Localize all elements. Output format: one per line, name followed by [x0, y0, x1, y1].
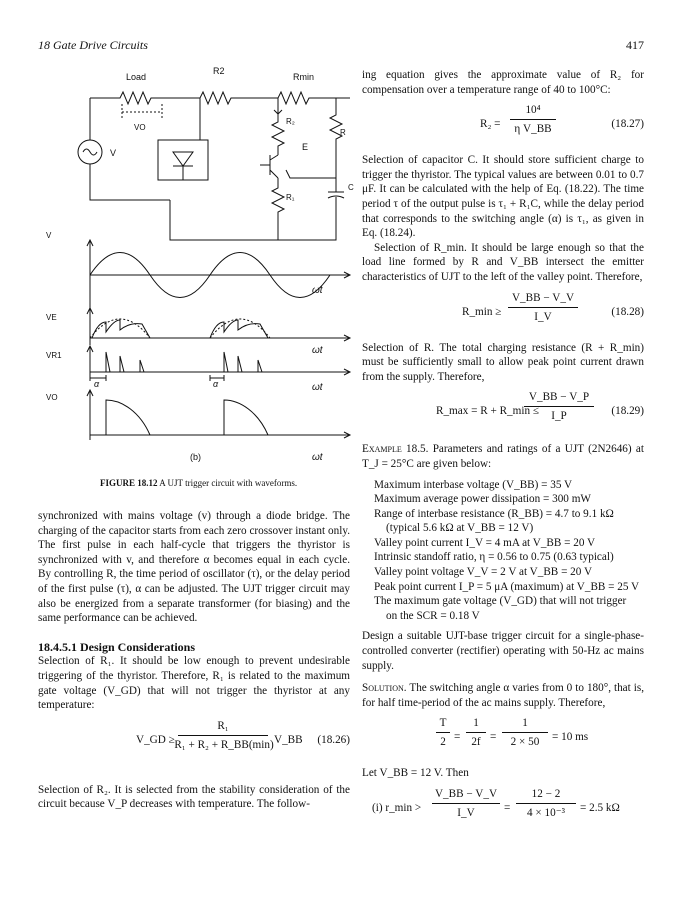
wave-vo-axis: [87, 390, 350, 440]
figure-18-12: [46, 60, 370, 470]
eq27-number: (18.27): [611, 118, 644, 131]
equation-18-27: [362, 103, 644, 147]
eqr-num1: V_BB − V_V: [434, 788, 498, 800]
label-r2: R2: [213, 66, 225, 76]
list-item: Intrinsic standoff ratio, η = 0.56 to 0.75 (0.63 typical): [374, 551, 614, 564]
eqr-den1: I_V: [457, 807, 475, 819]
eqr-den2: 4 × 10⁻³: [527, 807, 565, 819]
equation-18-29: [362, 390, 644, 434]
eq28-num: V_BB − V_V: [511, 291, 575, 304]
eq26-rhs: V_BB: [274, 733, 303, 746]
capacitor: [170, 178, 344, 240]
wave-vr1-pulses: [106, 352, 262, 372]
equation-rmin: (i) r_min > V_BB − V_V I_V = 12 − 2 4 × 10⁻³ = 2.5 kΩ: [372, 788, 620, 819]
eqT-c: 1: [522, 717, 528, 730]
eq26-num: R₁: [217, 719, 229, 732]
right-para-2: Selection of capacitor C. It should store sufficient charge to trigger the thyristor. The typical values are between 0.01 to 0.7 μF. It can be calculated with the help of Eq. (18.22). The time period τ of the output pulse is τ₁ + R₁C, while the delay period that corresponds to the switching angle (α) is τ₁, as given in Eq. (18.24).: [362, 154, 644, 240]
eqr-lhs: (i) r_min >: [372, 802, 422, 814]
running-header: 18 Gate Drive Circuits: [38, 38, 148, 52]
page-number: 417: [626, 38, 644, 52]
figure-caption: [100, 478, 297, 488]
wave-label-ve: VE: [46, 313, 57, 322]
list-item: The maximum gate voltage (V_GD) that will not trigger: [374, 595, 627, 608]
eq26-den: R₁ + R₂ + R_BB(min): [174, 738, 274, 751]
eqT-c2: 2 × 50: [510, 736, 540, 749]
label-rmin: Rmin: [293, 72, 315, 82]
eq29-den: I_P: [551, 410, 567, 423]
right-para-5: Design a suitable UJT-base trigger circuit for a single-phase-controlled converter (rectifier) operating with 50-Hz ac mains supply.: [362, 630, 644, 672]
rmin-tap: [274, 98, 282, 114]
equation-18-28: [362, 291, 644, 335]
example-statement: [362, 442, 644, 471]
right-column: [362, 68, 644, 837]
list-item: Valley point current I_V = 4 mA at V_BB = 20 V: [374, 536, 596, 549]
list-item: Range of interbase resistance (R_BB) = 4.7 to 9.1 kΩ: [374, 507, 614, 520]
solution-label: Solution.: [362, 682, 407, 695]
wave-vo-output: [106, 400, 268, 435]
wave-v-axis: [87, 240, 350, 308]
example-label: Example: [362, 443, 402, 456]
eqT-result: = 10 ms: [552, 731, 589, 744]
eq27-num: 10⁴: [525, 104, 541, 117]
right-para-3: Selection of R_min. It should be large enough so that the load line formed by R and V_BB intersect the emitter characteristics of UJT to the left of the valley point. Therefore,: [362, 241, 644, 283]
section-heading: 18.4.5.1 Design Considerations: [38, 639, 196, 654]
right-para-7: Let V_BB = 12 V. Then: [362, 767, 469, 780]
r2b-resistor: [272, 114, 284, 155]
eq29-lhs: R_max = R + R_min ≤: [436, 405, 539, 418]
label-e: E: [302, 142, 309, 152]
list-item: Peak point current I_P = 5 μA (maximum) at V_BB = 25 V: [374, 580, 640, 593]
r1-resistor: [272, 178, 284, 240]
wave-ve-curve: [92, 320, 268, 338]
list-item: Maximum average power dissipation = 300 mW: [374, 493, 591, 506]
omega-t-1: ωt: [312, 285, 323, 296]
label-r1: R₁: [286, 193, 295, 202]
left-para-1: synchronized with mains voltage (v) through a diode bridge. The charging of the capacitor starts from each zero crossover instant only. The first pulse in each half-cycle that triggers the thyristor is synchronized with v, and therefore α becomes equal in each cycle. By controlling R, the time period of oscillator (τ), or the delay period of the first pulse (τ), α can be adjusted. The UJT trigger circuit may also be energized from a separate transformer (for biasing) and the same performance can be achieved.: [38, 510, 350, 625]
label-c: C: [348, 183, 354, 192]
eqT-b2: 2f: [471, 736, 481, 749]
eq27-lhs: R₂ =: [480, 118, 501, 131]
wave-vr1-axis: [87, 346, 350, 380]
equation-half-period: T 2 = 1 2f = 1 2 × 50 = 10 ms: [362, 716, 644, 760]
list-item: on the SCR = 0.18 V: [386, 609, 480, 622]
label-r: R: [340, 128, 346, 137]
wave-label-vr1: VR1: [46, 351, 62, 360]
vo-bracket: [122, 104, 162, 120]
eqr-result: = 2.5 kΩ: [580, 802, 620, 814]
eqT-b: 1: [473, 717, 479, 730]
eq29-num: V_BB − V_P: [528, 391, 590, 404]
ujt: [260, 155, 336, 178]
eq28-den: I_V: [534, 310, 552, 323]
eqT-a2: 2: [440, 736, 446, 749]
example-text: 18.5. Parameters and ratings of a UJT (2N2646) at T_J = 25°C are given below:: [362, 443, 644, 470]
omega-t-3: ωt: [312, 382, 323, 393]
eq26-number: (18.26): [317, 733, 350, 746]
right-para-4: Selection of R. The total charging resistance (R + R_min) must be sufficiently small to allow peak point current drawn from the supply. Therefore,: [362, 341, 644, 383]
top-wire: [90, 92, 350, 104]
alpha-1: α: [94, 379, 100, 389]
label-b: (b): [190, 452, 201, 462]
omega-t-4: ωt: [312, 452, 323, 463]
figure-caption-text: A UJT trigger circuit with waveforms.: [159, 478, 298, 488]
omega-t-2: ωt: [312, 345, 323, 356]
figure-caption-label: FIGURE 18.12: [100, 478, 158, 488]
eq27-den: η V_BB: [514, 123, 552, 136]
solution-text: The switching angle α varies from 0 to 180°, that is, for half time-period of the ac mains supply. Therefore,: [362, 682, 644, 709]
equation-18-26: [38, 719, 350, 763]
list-item: (typical 5.6 kΩ at V_BB = 12 V): [386, 522, 534, 535]
left-para-3: Selection of R₂. It is selected from the stability consideration of the circuit because V_P decreases with temperature. The follow-: [38, 783, 350, 811]
left-column: [38, 509, 350, 812]
eq28-lhs: R_min ≥: [462, 305, 502, 318]
eq26-lhs: V_GD ≥: [136, 733, 175, 746]
eq29-number: (18.29): [611, 405, 644, 418]
label-v: V: [110, 148, 117, 158]
wave-label-v: V: [46, 231, 52, 240]
eqr-num2: 12 − 2: [531, 788, 561, 800]
solution-statement: [362, 681, 644, 710]
eqT-a: T: [439, 717, 447, 730]
list-item: Valley point voltage V_V = 2 V at V_BB = 20 V: [374, 566, 593, 579]
label-vo: VO: [134, 123, 146, 132]
alpha-2: α: [213, 379, 219, 389]
wave-label-vo: VO: [46, 393, 58, 402]
parameter-list: [374, 478, 644, 624]
left-para-2: Selection of R₁. It should be low enough to prevent undesirable triggering of the thyristor. Therefore, R₁ is related to the maximum gate voltage (V_GD) that will not trigger the thyristor at any temperature:: [38, 655, 350, 712]
label-r2b: R₂: [286, 117, 295, 126]
eq28-number: (18.28): [611, 305, 644, 318]
right-para-1: ing equation gives the approximate value of R₂ for compensation over a temperature range of 40 to 100°C:: [362, 69, 644, 96]
label-load: Load: [126, 72, 147, 82]
list-item: Maximum interbase voltage (V_BB) = 35 V: [374, 478, 573, 491]
